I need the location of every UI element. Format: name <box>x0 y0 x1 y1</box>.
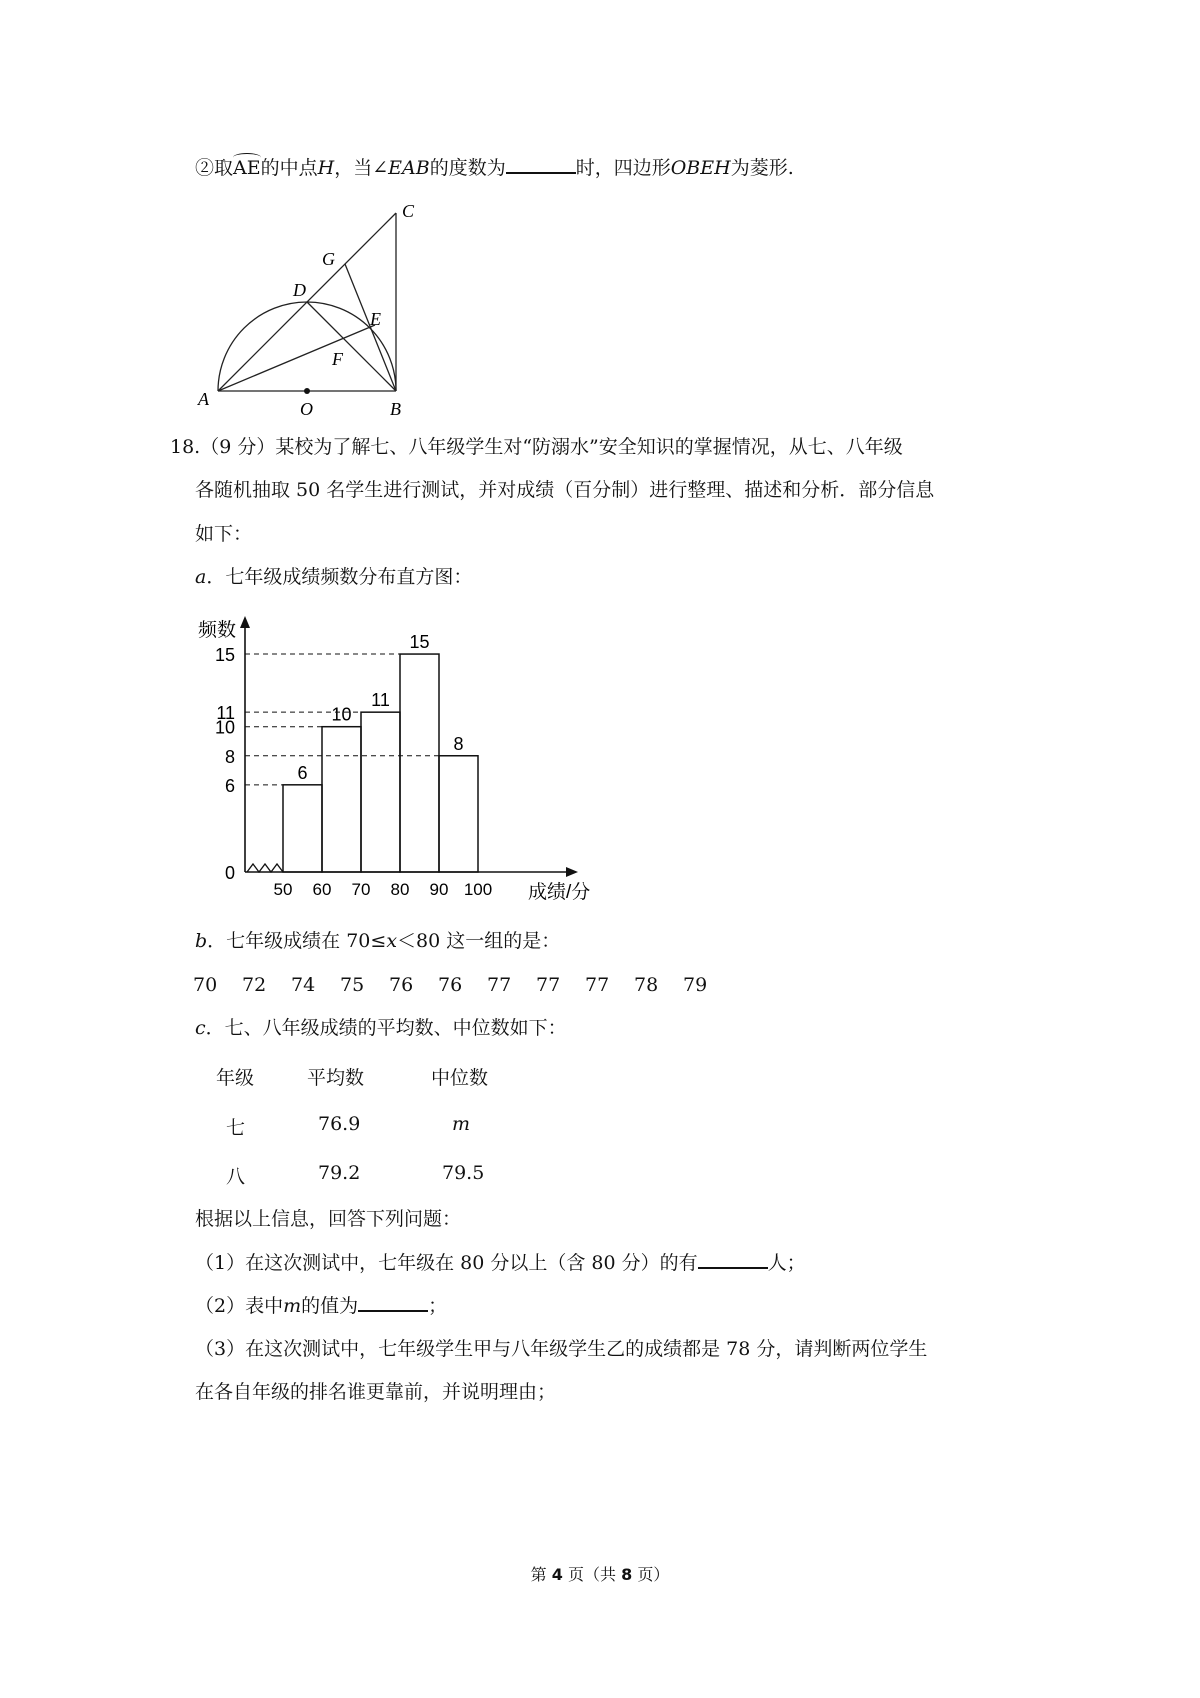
q18-p2 <box>195 1296 447 1316</box>
axis-break-zigzag <box>247 864 283 872</box>
table-row1-median: m <box>452 1113 471 1135</box>
b-text-1: ．七年级成绩在 70≤ <box>207 930 387 952</box>
score-value: 74 <box>291 974 316 996</box>
label-o: O <box>300 399 313 419</box>
label-f: F <box>332 349 343 369</box>
y-tick-label: 15 <box>214 645 235 666</box>
y-tick-label: 10 <box>214 717 235 738</box>
score-value: 75 <box>340 974 365 996</box>
score-value: 72 <box>242 974 267 996</box>
p2-var: m <box>283 1295 302 1317</box>
b-letter: b <box>195 930 208 952</box>
label-d: D <box>293 280 306 300</box>
q18-line3: 如下： <box>195 523 253 545</box>
footer-total-pages: 8 <box>621 1565 633 1584</box>
y-tick-label: 6 <box>224 775 235 796</box>
table-row2-grade: 八 <box>226 1166 246 1188</box>
p1-text-b: 人； <box>767 1252 806 1274</box>
b-var: x <box>386 930 398 952</box>
quad-obeh: OBEH <box>670 157 731 179</box>
score-value: 77 <box>487 974 512 996</box>
y-axis-label: 频数 <box>198 620 237 641</box>
q17-mid-text: 的中点 <box>260 157 318 179</box>
label-e: E <box>370 309 381 329</box>
histogram-bar <box>322 727 361 872</box>
q18-a-line <box>195 568 472 587</box>
score-value: 77 <box>585 974 610 996</box>
page-footer <box>0 1562 1200 1585</box>
x-axis-label: 成绩/分 <box>528 882 591 900</box>
histogram-bar <box>283 785 322 872</box>
q17-text2: ，当∠ <box>334 157 389 179</box>
answer-blank-angle[interactable] <box>506 158 576 174</box>
p2-text-b: 的值为 <box>301 1295 359 1317</box>
bar-value-label: 10 <box>331 704 352 725</box>
table-row2-median: 79.5 <box>442 1162 485 1184</box>
segment-ae <box>218 325 375 391</box>
q18-line1: 18.（9 分）某校为了解七、八年级学生对“防溺水”安全知识的掌握情况，从七、八年级 <box>170 436 903 458</box>
label-b: B <box>390 399 401 419</box>
p1-text-a: （1）在这次测试中，七年级在 80 分以上（含 80 分）的有 <box>195 1252 698 1274</box>
x-tick-label: 50 <box>273 880 293 899</box>
q18-intro: 根据以上信息，回答下列问题： <box>195 1208 462 1230</box>
histogram-chart <box>190 610 610 900</box>
q17-prefix: ②取 <box>195 157 234 179</box>
x-tick-label: 60 <box>312 880 332 899</box>
table-row1-grade: 七 <box>226 1117 246 1139</box>
bar-value-label: 15 <box>409 632 430 653</box>
y-tick-label: 8 <box>224 746 235 767</box>
y-axis-arrow <box>240 616 250 628</box>
table-header-median: 中位数 <box>431 1067 489 1089</box>
score-value: 76 <box>389 974 414 996</box>
table-header-grade: 年级 <box>216 1067 255 1089</box>
a-letter: a <box>195 566 207 588</box>
q18-c-line <box>195 1019 567 1038</box>
q17-text3: 的度数为 <box>429 157 506 179</box>
score-value: 79 <box>683 974 708 996</box>
footer-post: 页） <box>637 1565 670 1584</box>
p2-text-a: （2）表中 <box>195 1295 284 1317</box>
score-value: 78 <box>634 974 659 996</box>
bar-value-label: 11 <box>371 690 390 711</box>
answer-blank-p2[interactable] <box>358 1296 428 1312</box>
score-value: 77 <box>536 974 561 996</box>
histogram-bar <box>361 712 400 872</box>
p2-text-c: ； <box>428 1295 448 1317</box>
q18-p1 <box>195 1253 806 1273</box>
x-tick-label: 80 <box>390 880 410 899</box>
q17-part2-line <box>195 158 794 178</box>
q17-text4: 时，四边形 <box>575 157 671 179</box>
score-value: 70 <box>193 974 218 996</box>
b-text-2: ＜80 这一组的是： <box>397 930 561 952</box>
q18-line2: 各随机抽取 50 名学生进行测试，并对成绩（百分制）进行整理、描述和分析．部分信息 <box>195 479 935 501</box>
y-tick-label: 0 <box>224 863 235 883</box>
x-tick-label: 100 <box>463 880 493 899</box>
score-value: 76 <box>438 974 463 996</box>
x-tick-label: 90 <box>429 880 449 899</box>
x-tick-label: 70 <box>351 880 371 899</box>
label-g: G <box>322 249 335 269</box>
label-c: C <box>402 201 415 221</box>
q18-p3-line1: （3）在这次测试中，七年级学生甲与八年级学生乙的成绩都是 78 分，请判断两位学生 <box>195 1338 928 1360</box>
q18-p3-line2: 在各自年级的排名谁更靠前，并说明理由； <box>195 1381 557 1403</box>
bar-value-label: 6 <box>297 762 308 783</box>
angle-eab: EAB <box>388 157 430 179</box>
footer-pre: 第 <box>530 1565 547 1584</box>
table-row2-mean: 79.2 <box>318 1162 361 1184</box>
q18-b-line <box>195 932 560 951</box>
label-a: A <box>198 389 209 409</box>
bar-value-label: 8 <box>453 733 464 754</box>
answer-blank-p1[interactable] <box>698 1253 768 1269</box>
segment-db <box>307 302 396 391</box>
c-letter: c <box>195 1017 206 1039</box>
c-text: ．七、八年级成绩的平均数、中位数如下： <box>205 1017 567 1039</box>
geometry-figure <box>190 195 450 435</box>
table-header-mean: 平均数 <box>307 1067 365 1089</box>
q17-text5: 为菱形. <box>730 157 794 179</box>
arc-ae: AE <box>233 157 261 179</box>
y-tick-label: 11 <box>216 703 235 724</box>
x-axis-arrow <box>566 867 578 877</box>
a-text: ．七年级成绩频数分布直方图： <box>206 566 473 588</box>
histogram-bar <box>439 756 478 872</box>
point-o-dot <box>304 388 310 394</box>
table-row1-mean: 76.9 <box>318 1113 361 1135</box>
footer-mid: 页（共 <box>567 1565 616 1584</box>
footer-page-number: 4 <box>551 1565 563 1584</box>
histogram-bar <box>400 654 439 872</box>
point-h: H <box>317 157 335 179</box>
